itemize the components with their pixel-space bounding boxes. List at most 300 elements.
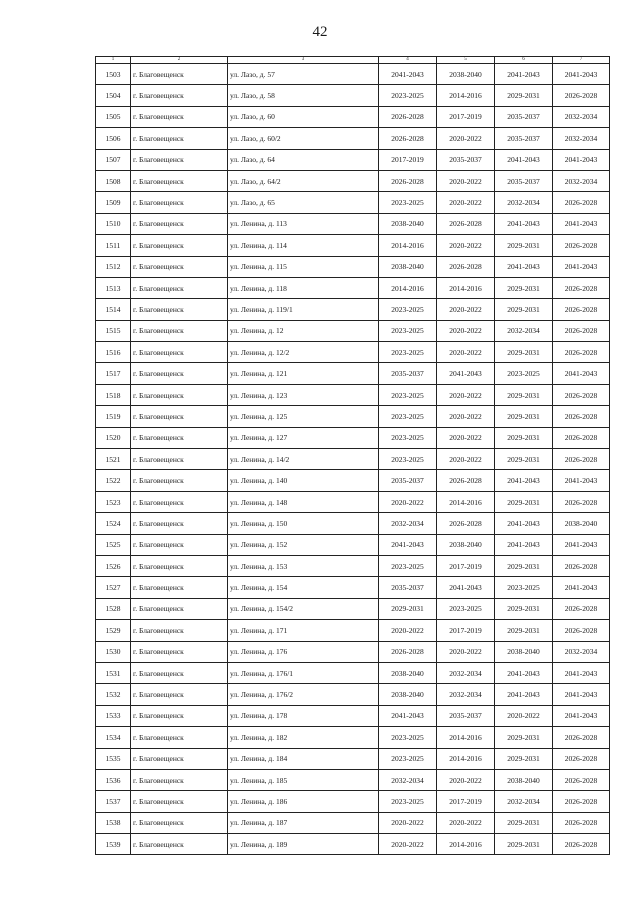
row-number: 1522 — [96, 470, 131, 491]
address-cell: ул. Лазо, д. 64 — [228, 149, 379, 170]
address-cell: ул. Ленина, д. 171 — [228, 620, 379, 641]
period-cell: 2014-2016 — [437, 748, 495, 769]
period-cell: 2038-2040 — [495, 769, 553, 790]
table-row — [96, 213, 610, 234]
period-cell: 2020-2022 — [437, 299, 495, 320]
row-number: 1518 — [96, 384, 131, 405]
address-cell: ул. Ленина, д. 176/2 — [228, 684, 379, 705]
table-row — [96, 748, 610, 769]
city-cell: г. Благовещенск — [131, 213, 228, 234]
table-row — [96, 812, 610, 833]
period-cell: 2035-2037 — [379, 363, 437, 384]
address-cell: ул. Лазо, д. 64/2 — [228, 170, 379, 191]
row-number: 1538 — [96, 812, 131, 833]
period-cell: 2038-2040 — [553, 513, 610, 534]
page-number: 42 — [312, 24, 328, 40]
period-cell: 2038-2040 — [495, 641, 553, 662]
table-row — [96, 513, 610, 534]
city-cell: г. Благовещенск — [131, 555, 228, 576]
period-cell: 2041-2043 — [553, 684, 610, 705]
period-cell: 2017-2019 — [379, 149, 437, 170]
column-number-header: 5 — [437, 57, 495, 64]
period-cell: 2023-2025 — [379, 727, 437, 748]
address-cell: ул. Ленина, д. 140 — [228, 470, 379, 491]
row-number: 1515 — [96, 320, 131, 341]
period-cell: 2029-2031 — [495, 812, 553, 833]
city-cell: г. Благовещенск — [131, 812, 228, 833]
row-number: 1528 — [96, 598, 131, 619]
city-cell: г. Благовещенск — [131, 491, 228, 512]
city-cell: г. Благовещенск — [131, 85, 228, 106]
period-cell: 2026-2028 — [553, 235, 610, 256]
period-cell: 2032-2034 — [553, 128, 610, 149]
table-row — [96, 192, 610, 213]
row-number: 1527 — [96, 577, 131, 598]
table-row — [96, 64, 610, 85]
row-number: 1512 — [96, 256, 131, 277]
table-row — [96, 577, 610, 598]
city-cell: г. Благовещенск — [131, 363, 228, 384]
period-cell: 2041-2043 — [553, 662, 610, 683]
city-cell: г. Благовещенск — [131, 598, 228, 619]
table-row — [96, 598, 610, 619]
period-cell: 2038-2040 — [379, 213, 437, 234]
period-cell: 2026-2028 — [379, 128, 437, 149]
period-cell: 2017-2019 — [437, 555, 495, 576]
table-row — [96, 684, 610, 705]
row-number: 1524 — [96, 513, 131, 534]
period-cell: 2020-2022 — [437, 342, 495, 363]
period-cell: 2029-2031 — [495, 342, 553, 363]
address-cell: ул. Ленина, д. 118 — [228, 277, 379, 298]
address-cell: ул. Ленина, д. 14/2 — [228, 449, 379, 470]
city-cell: г. Благовещенск — [131, 834, 228, 855]
column-number-row — [96, 57, 610, 64]
period-cell: 2023-2025 — [379, 299, 437, 320]
table-row — [96, 620, 610, 641]
period-cell: 2029-2031 — [495, 727, 553, 748]
period-cell: 2038-2040 — [437, 64, 495, 85]
city-cell: г. Благовещенск — [131, 449, 228, 470]
period-cell: 2029-2031 — [495, 277, 553, 298]
period-cell: 2026-2028 — [553, 449, 610, 470]
period-cell: 2023-2025 — [379, 427, 437, 448]
table-row — [96, 235, 610, 256]
period-cell: 2020-2022 — [437, 192, 495, 213]
period-cell: 2041-2043 — [379, 534, 437, 555]
column-number-header: 4 — [379, 57, 437, 64]
period-cell: 2020-2022 — [437, 235, 495, 256]
period-cell: 2041-2043 — [495, 513, 553, 534]
period-cell: 2020-2022 — [437, 170, 495, 191]
schedule-table — [95, 56, 610, 855]
table-row — [96, 277, 610, 298]
address-cell: ул. Ленина, д. 12 — [228, 320, 379, 341]
row-number: 1516 — [96, 342, 131, 363]
address-cell: ул. Ленина, д. 186 — [228, 791, 379, 812]
table-row — [96, 106, 610, 127]
row-number: 1511 — [96, 235, 131, 256]
table-row — [96, 662, 610, 683]
city-cell: г. Благовещенск — [131, 513, 228, 534]
period-cell: 2032-2034 — [553, 106, 610, 127]
city-cell: г. Благовещенск — [131, 769, 228, 790]
period-cell: 2041-2043 — [379, 64, 437, 85]
period-cell: 2026-2028 — [379, 106, 437, 127]
period-cell: 2014-2016 — [437, 277, 495, 298]
city-cell: г. Благовещенск — [131, 427, 228, 448]
address-cell: ул. Ленина, д. 150 — [228, 513, 379, 534]
address-cell: ул. Ленина, д. 154 — [228, 577, 379, 598]
address-cell: ул. Ленина, д. 176/1 — [228, 662, 379, 683]
table-row — [96, 791, 610, 812]
period-cell: 2029-2031 — [495, 384, 553, 405]
period-cell: 2029-2031 — [495, 85, 553, 106]
period-cell: 2020-2022 — [437, 769, 495, 790]
period-cell: 2026-2028 — [553, 834, 610, 855]
period-cell: 2023-2025 — [437, 598, 495, 619]
period-cell: 2026-2028 — [553, 812, 610, 833]
column-number-header: 7 — [553, 57, 610, 64]
address-cell: ул. Ленина, д. 125 — [228, 406, 379, 427]
period-cell: 2041-2043 — [495, 256, 553, 277]
period-cell: 2041-2043 — [553, 149, 610, 170]
address-cell: ул. Лазо, д. 65 — [228, 192, 379, 213]
period-cell: 2014-2016 — [437, 727, 495, 748]
period-cell: 2020-2022 — [437, 427, 495, 448]
row-number: 1505 — [96, 106, 131, 127]
period-cell: 2017-2019 — [437, 106, 495, 127]
period-cell: 2023-2025 — [379, 342, 437, 363]
table-row — [96, 641, 610, 662]
period-cell: 2029-2031 — [495, 449, 553, 470]
city-cell: г. Благовещенск — [131, 149, 228, 170]
period-cell: 2017-2019 — [437, 791, 495, 812]
period-cell: 2032-2034 — [437, 662, 495, 683]
column-number-header: 1 — [96, 57, 131, 64]
period-cell: 2041-2043 — [495, 684, 553, 705]
address-cell: ул. Ленина, д. 115 — [228, 256, 379, 277]
row-number: 1523 — [96, 491, 131, 512]
period-cell: 2014-2016 — [437, 834, 495, 855]
row-number: 1533 — [96, 705, 131, 726]
period-cell: 2029-2031 — [495, 235, 553, 256]
period-cell: 2026-2028 — [553, 491, 610, 512]
period-cell: 2020-2022 — [437, 449, 495, 470]
city-cell: г. Благовещенск — [131, 342, 228, 363]
period-cell: 2026-2028 — [553, 748, 610, 769]
period-cell: 2023-2025 — [495, 363, 553, 384]
period-cell: 2014-2016 — [437, 491, 495, 512]
period-cell: 2032-2034 — [379, 513, 437, 534]
row-number: 1503 — [96, 64, 131, 85]
table-row — [96, 342, 610, 363]
period-cell: 2041-2043 — [553, 256, 610, 277]
address-cell: ул. Ленина, д. 119/1 — [228, 299, 379, 320]
city-cell: г. Благовещенск — [131, 128, 228, 149]
period-cell: 2023-2025 — [379, 791, 437, 812]
period-cell: 2026-2028 — [553, 384, 610, 405]
city-cell: г. Благовещенск — [131, 620, 228, 641]
table-row — [96, 85, 610, 106]
period-cell: 2020-2022 — [437, 406, 495, 427]
address-cell: ул. Лазо, д. 58 — [228, 85, 379, 106]
row-number: 1509 — [96, 192, 131, 213]
row-number: 1513 — [96, 277, 131, 298]
period-cell: 2020-2022 — [379, 834, 437, 855]
period-cell: 2029-2031 — [495, 406, 553, 427]
period-cell: 2020-2022 — [437, 384, 495, 405]
period-cell: 2026-2028 — [553, 406, 610, 427]
period-cell: 2020-2022 — [437, 320, 495, 341]
period-cell: 2029-2031 — [495, 427, 553, 448]
period-cell: 2026-2028 — [437, 213, 495, 234]
city-cell: г. Благовещенск — [131, 705, 228, 726]
address-cell: ул. Ленина, д. 189 — [228, 834, 379, 855]
city-cell: г. Благовещенск — [131, 727, 228, 748]
period-cell: 2014-2016 — [379, 277, 437, 298]
address-cell: ул. Ленина, д. 182 — [228, 727, 379, 748]
table-row — [96, 449, 610, 470]
city-cell: г. Благовещенск — [131, 406, 228, 427]
table-row — [96, 170, 610, 191]
row-number: 1531 — [96, 662, 131, 683]
period-cell: 2026-2028 — [553, 192, 610, 213]
period-cell: 2029-2031 — [495, 299, 553, 320]
period-cell: 2041-2043 — [553, 470, 610, 491]
period-cell: 2026-2028 — [379, 170, 437, 191]
address-cell: ул. Ленина, д. 114 — [228, 235, 379, 256]
table-row — [96, 705, 610, 726]
period-cell: 2020-2022 — [379, 812, 437, 833]
column-number-header: 3 — [228, 57, 379, 64]
period-cell: 2023-2025 — [379, 449, 437, 470]
row-number: 1521 — [96, 449, 131, 470]
row-number: 1506 — [96, 128, 131, 149]
city-cell: г. Благовещенск — [131, 235, 228, 256]
period-cell: 2041-2043 — [437, 577, 495, 598]
period-cell: 2041-2043 — [553, 64, 610, 85]
period-cell: 2026-2028 — [553, 277, 610, 298]
period-cell: 2041-2043 — [495, 470, 553, 491]
period-cell: 2020-2022 — [437, 812, 495, 833]
address-cell: ул. Ленина, д. 176 — [228, 641, 379, 662]
city-cell: г. Благовещенск — [131, 641, 228, 662]
period-cell: 2026-2028 — [437, 256, 495, 277]
row-number: 1526 — [96, 555, 131, 576]
period-cell: 2041-2043 — [495, 534, 553, 555]
period-cell: 2029-2031 — [495, 598, 553, 619]
period-cell: 2038-2040 — [437, 534, 495, 555]
period-cell: 2035-2037 — [379, 577, 437, 598]
period-cell: 2029-2031 — [495, 620, 553, 641]
city-cell: г. Благовещенск — [131, 577, 228, 598]
period-cell: 2035-2037 — [437, 705, 495, 726]
period-cell: 2032-2034 — [495, 791, 553, 812]
period-cell: 2026-2028 — [437, 470, 495, 491]
row-number: 1537 — [96, 791, 131, 812]
city-cell: г. Благовещенск — [131, 277, 228, 298]
period-cell: 2032-2034 — [495, 320, 553, 341]
table-row — [96, 555, 610, 576]
city-cell: г. Благовещенск — [131, 64, 228, 85]
period-cell: 2041-2043 — [553, 577, 610, 598]
city-cell: г. Благовещенск — [131, 320, 228, 341]
table-row — [96, 320, 610, 341]
period-cell: 2041-2043 — [553, 705, 610, 726]
period-cell: 2035-2037 — [495, 128, 553, 149]
row-number: 1520 — [96, 427, 131, 448]
table-row — [96, 470, 610, 491]
table-row — [96, 769, 610, 790]
row-number: 1514 — [96, 299, 131, 320]
period-cell: 2038-2040 — [379, 662, 437, 683]
address-cell: ул. Ленина, д. 113 — [228, 213, 379, 234]
period-cell: 2032-2034 — [553, 170, 610, 191]
period-cell: 2026-2028 — [553, 791, 610, 812]
table-row — [96, 427, 610, 448]
city-cell: г. Благовещенск — [131, 384, 228, 405]
table-row — [96, 128, 610, 149]
row-number: 1510 — [96, 213, 131, 234]
row-number: 1517 — [96, 363, 131, 384]
period-cell: 2020-2022 — [495, 705, 553, 726]
row-number: 1508 — [96, 170, 131, 191]
period-cell: 2026-2028 — [553, 598, 610, 619]
period-cell: 2014-2016 — [379, 235, 437, 256]
table-row — [96, 727, 610, 748]
period-cell: 2041-2043 — [437, 363, 495, 384]
period-cell: 2026-2028 — [553, 769, 610, 790]
row-number: 1504 — [96, 85, 131, 106]
period-cell: 2026-2028 — [379, 641, 437, 662]
address-cell: ул. Лазо, д. 60/2 — [228, 128, 379, 149]
period-cell: 2023-2025 — [379, 384, 437, 405]
city-cell: г. Благовещенск — [131, 534, 228, 555]
period-cell: 2035-2037 — [495, 170, 553, 191]
city-cell: г. Благовещенск — [131, 748, 228, 769]
period-cell: 2020-2022 — [379, 491, 437, 512]
period-cell: 2026-2028 — [553, 727, 610, 748]
period-cell: 2026-2028 — [553, 555, 610, 576]
table-row — [96, 534, 610, 555]
period-cell: 2026-2028 — [553, 85, 610, 106]
period-cell: 2029-2031 — [495, 491, 553, 512]
period-cell: 2029-2031 — [495, 555, 553, 576]
period-cell: 2023-2025 — [379, 748, 437, 769]
column-number-header: 6 — [495, 57, 553, 64]
period-cell: 2041-2043 — [495, 149, 553, 170]
table-row — [96, 384, 610, 405]
row-number: 1507 — [96, 149, 131, 170]
period-cell: 2023-2025 — [379, 555, 437, 576]
city-cell: г. Благовещенск — [131, 106, 228, 127]
period-cell: 2029-2031 — [379, 598, 437, 619]
address-cell: ул. Ленина, д. 123 — [228, 384, 379, 405]
row-number: 1532 — [96, 684, 131, 705]
period-cell: 2014-2016 — [437, 85, 495, 106]
period-cell: 2041-2043 — [379, 705, 437, 726]
period-cell: 2023-2025 — [379, 192, 437, 213]
city-cell: г. Благовещенск — [131, 684, 228, 705]
period-cell: 2032-2034 — [437, 684, 495, 705]
address-cell: ул. Ленина, д. 127 — [228, 427, 379, 448]
table-row — [96, 834, 610, 855]
period-cell: 2032-2034 — [495, 192, 553, 213]
period-cell: 2041-2043 — [495, 213, 553, 234]
period-cell: 2020-2022 — [379, 620, 437, 641]
period-cell: 2026-2028 — [553, 320, 610, 341]
period-cell: 2026-2028 — [437, 513, 495, 534]
table-row — [96, 491, 610, 512]
period-cell: 2041-2043 — [553, 363, 610, 384]
period-cell: 2038-2040 — [379, 256, 437, 277]
row-number: 1529 — [96, 620, 131, 641]
city-cell: г. Благовещенск — [131, 192, 228, 213]
period-cell: 2023-2025 — [379, 320, 437, 341]
city-cell: г. Благовещенск — [131, 791, 228, 812]
row-number: 1536 — [96, 769, 131, 790]
address-cell: ул. Лазо, д. 60 — [228, 106, 379, 127]
row-number: 1535 — [96, 748, 131, 769]
address-cell: ул. Ленина, д. 153 — [228, 555, 379, 576]
period-cell: 2026-2028 — [553, 427, 610, 448]
period-cell: 2035-2037 — [495, 106, 553, 127]
table-row — [96, 406, 610, 427]
address-cell: ул. Ленина, д. 148 — [228, 491, 379, 512]
period-cell: 2041-2043 — [553, 213, 610, 234]
period-cell: 2020-2022 — [437, 128, 495, 149]
city-cell: г. Благовещенск — [131, 470, 228, 491]
address-cell: ул. Ленина, д. 187 — [228, 812, 379, 833]
address-cell: ул. Ленина, д. 12/2 — [228, 342, 379, 363]
period-cell: 2029-2031 — [495, 834, 553, 855]
period-cell: 2023-2025 — [379, 406, 437, 427]
period-cell: 2041-2043 — [553, 534, 610, 555]
period-cell: 2032-2034 — [379, 769, 437, 790]
period-cell: 2035-2037 — [379, 470, 437, 491]
city-cell: г. Благовещенск — [131, 299, 228, 320]
period-cell: 2041-2043 — [495, 64, 553, 85]
address-cell: ул. Ленина, д. 154/2 — [228, 598, 379, 619]
city-cell: г. Благовещенск — [131, 170, 228, 191]
row-number: 1539 — [96, 834, 131, 855]
table-row — [96, 149, 610, 170]
column-number-header: 2 — [131, 57, 228, 64]
table-row — [96, 256, 610, 277]
table-row — [96, 363, 610, 384]
address-cell: ул. Ленина, д. 152 — [228, 534, 379, 555]
period-cell: 2026-2028 — [553, 620, 610, 641]
address-cell: ул. Ленина, д. 184 — [228, 748, 379, 769]
city-cell: г. Благовещенск — [131, 662, 228, 683]
row-number: 1525 — [96, 534, 131, 555]
period-cell: 2026-2028 — [553, 299, 610, 320]
period-cell: 2038-2040 — [379, 684, 437, 705]
period-cell: 2020-2022 — [437, 641, 495, 662]
row-number: 1530 — [96, 641, 131, 662]
period-cell: 2023-2025 — [495, 577, 553, 598]
row-number: 1534 — [96, 727, 131, 748]
address-cell: ул. Ленина, д. 121 — [228, 363, 379, 384]
period-cell: 2041-2043 — [495, 662, 553, 683]
address-cell: ул. Ленина, д. 185 — [228, 769, 379, 790]
address-cell: ул. Лазо, д. 57 — [228, 64, 379, 85]
period-cell: 2017-2019 — [437, 620, 495, 641]
address-cell: ул. Ленина, д. 178 — [228, 705, 379, 726]
period-cell: 2023-2025 — [379, 85, 437, 106]
period-cell: 2032-2034 — [553, 641, 610, 662]
